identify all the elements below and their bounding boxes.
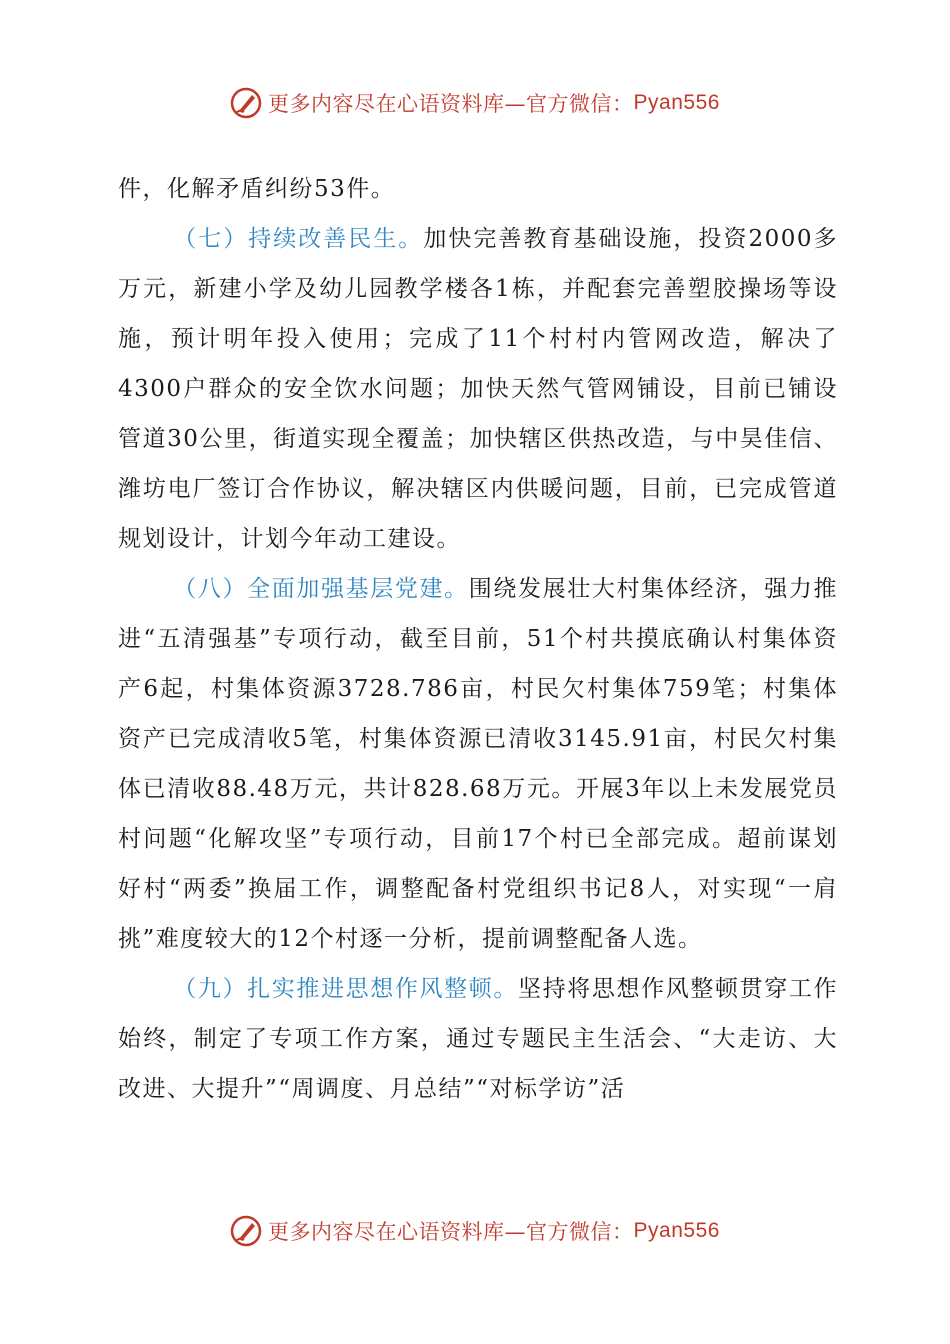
- paragraph-body: 坚持将思想作风整顿贯穿工作始终，制定了专项工作方案，通过专题民主生活会、“大走访、大改进、大提升”“周调度、月总结”“对标学访”活: [118, 976, 839, 1102]
- footer-banner: [0, 1214, 950, 1248]
- banner-wechat-id: Pyan556: [633, 1219, 720, 1242]
- section-heading: （七）持续改善民生。: [173, 226, 424, 252]
- banner-text: 更多内容尽在心语资料库—官方微信：: [268, 1220, 634, 1244]
- paragraph-body: 加快完善教育基础设施，投资2000多万元，新建小学及幼儿园教学楼各1栋，并配套完善塑胶操场等设施，预计明年投入使用；完成了11个村村内管网改造，解决了4300户群众的安全饮水问题；加快天然气管网铺设，目前已铺设管道30公里，街道实现全覆盖；加快辖区供热改造，与中昊佳信、潍坊电厂签订合作协议，解决辖区内供暖问题，目前，已完成管道规划设计，计划今年动工建设。: [118, 226, 839, 552]
- paragraph-continuation: [118, 164, 838, 214]
- header-banner: [0, 86, 950, 120]
- paragraph-body: 件，化解矛盾纠纷53件。: [118, 176, 396, 202]
- document-body: [118, 164, 838, 1114]
- paragraph-body: 围绕发展壮大村集体经济，强力推进“五清强基”专项行动，截至目前，51个村共摸底确认村集体资产6起，村集体资源3728.786亩，村民欠村集体759笔；村集体资产已完成清收5笔，村集体资源已清收3145.91亩，村民欠村集体已清收88.48万元，共计828.68万元。开展3年以上未发展党员村问题“化解攻坚”专项行动，目前17个村已全部完成。超前谋划好村“两委”换届工作，调整配备村党组织书记8人，对实现“一肩挑”难度较大的12个村逐一分析，提前调整配备人选。: [118, 576, 839, 952]
- paragraph-section-7: [118, 214, 838, 564]
- paragraph-section-9: [118, 964, 838, 1114]
- section-heading: （九）扎实推进思想作风整顿。: [173, 976, 518, 1002]
- pen-quill-logo-icon: [230, 87, 262, 119]
- paragraph-section-8: [118, 564, 838, 964]
- banner-text: 更多内容尽在心语资料库—官方微信：: [268, 92, 634, 116]
- pen-quill-logo-icon: [230, 1215, 262, 1247]
- banner-wechat-id: Pyan556: [633, 91, 720, 114]
- section-heading: （八）全面加强基层党建。: [173, 576, 469, 602]
